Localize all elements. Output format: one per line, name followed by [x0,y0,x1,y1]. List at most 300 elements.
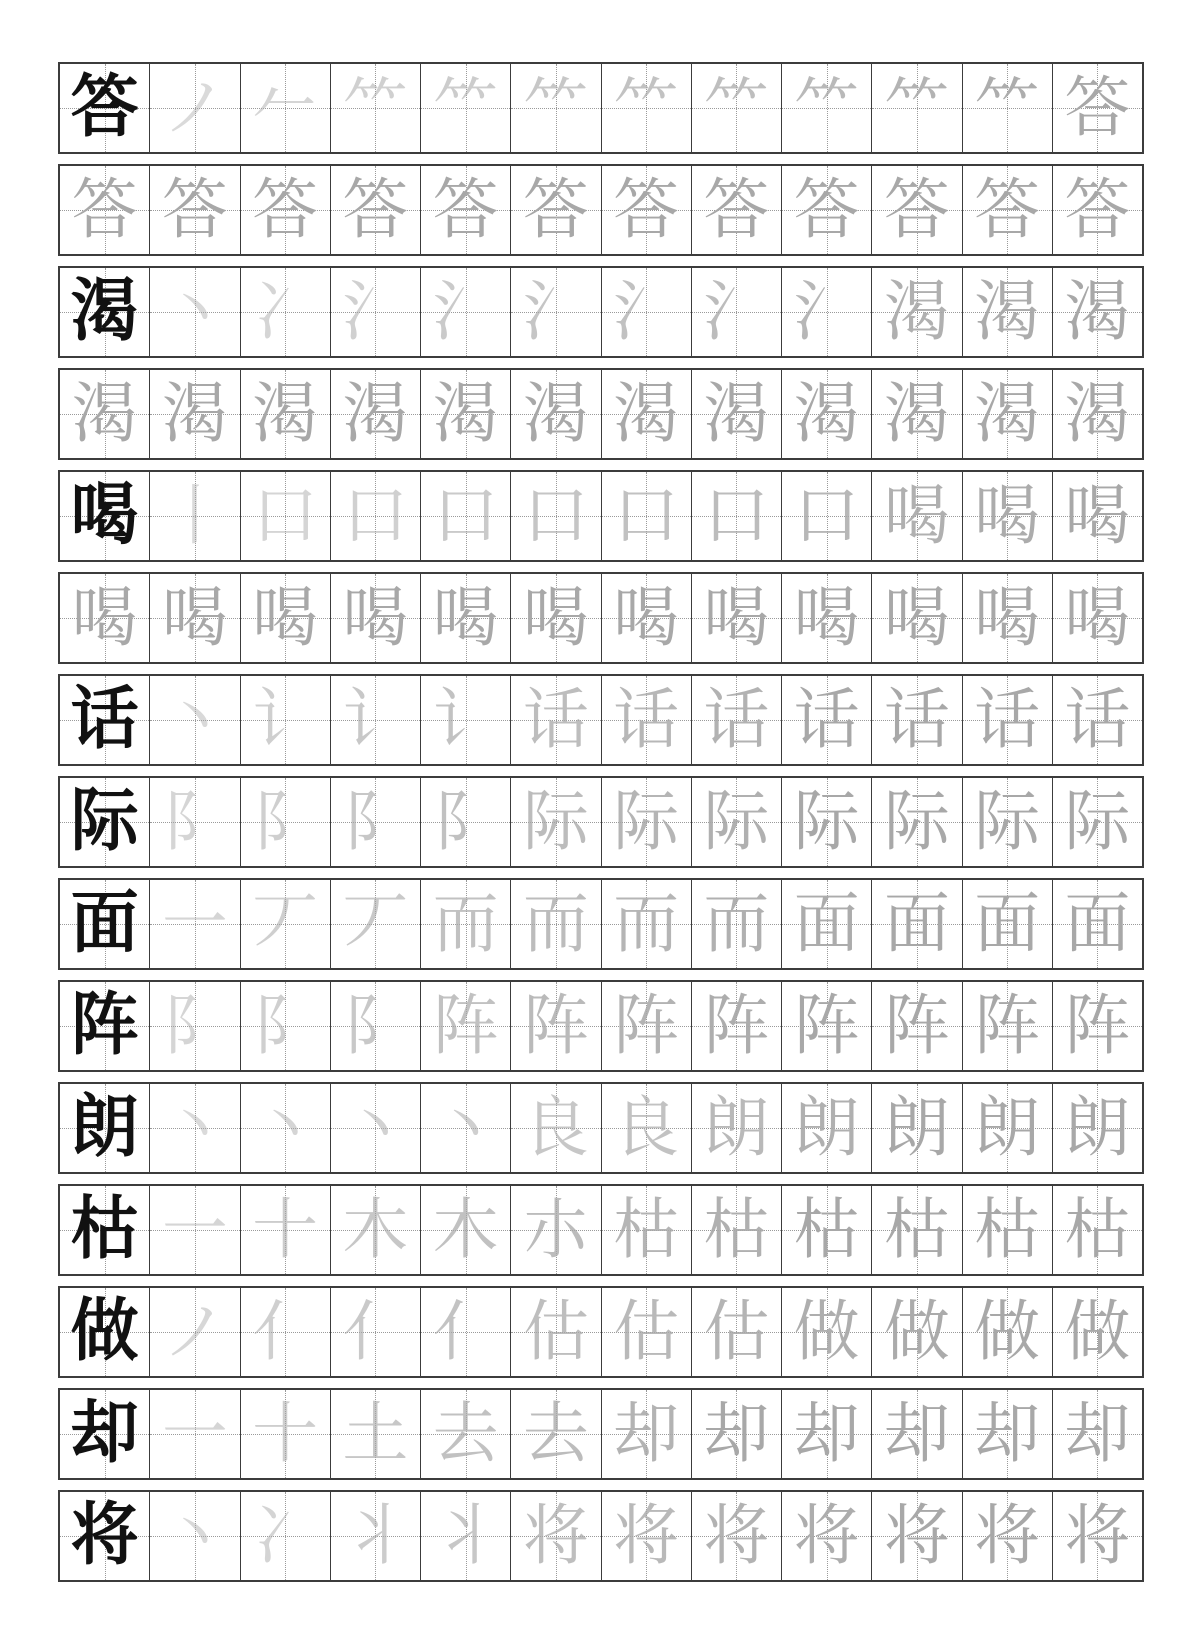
trace-practice-cell[interactable] [241,574,331,662]
stroke-order-cell[interactable] [872,472,962,560]
stroke-order-cell[interactable] [692,1084,782,1172]
stroke-order-cell[interactable] [963,64,1053,152]
stroke-step-glyph: 口 [793,477,860,554]
trace-practice-cell[interactable] [602,574,692,662]
trace-practice-cell[interactable] [782,166,872,254]
trace-glyph: 答 [161,171,228,248]
stroke-order-cell[interactable] [782,982,872,1070]
model-character-cell [60,1084,150,1172]
stroke-order-cell[interactable] [511,64,601,152]
stroke-order-cell[interactable] [692,1288,782,1376]
stroke-order-cell[interactable] [511,676,601,764]
stroke-order-cell[interactable] [782,1492,872,1580]
practice-row [58,776,1144,868]
stroke-step-glyph: 话 [883,681,950,758]
stroke-order-cell[interactable] [421,1390,511,1478]
stroke-order-cell[interactable] [331,1084,421,1172]
stroke-order-cell[interactable] [421,1186,511,1274]
stroke-order-cell[interactable] [421,1084,511,1172]
stroke-step-glyph: 枯 [974,1191,1041,1268]
stroke-step-glyph: 亻 [342,1293,409,1370]
stroke-order-cell[interactable] [872,1390,962,1478]
stroke-order-cell[interactable] [331,880,421,968]
stroke-step-glyph: 枯 [1064,1191,1131,1268]
practice-row [58,1082,1144,1174]
stroke-step-glyph: 阵 [974,987,1041,1064]
stroke-step-glyph: ノ [161,69,228,146]
stroke-step-glyph: 却 [703,1395,770,1472]
trace-practice-cell[interactable] [150,166,240,254]
stroke-order-cell[interactable] [421,880,511,968]
stroke-order-cell[interactable] [872,64,962,152]
stroke-order-cell[interactable] [782,1288,872,1376]
stroke-order-cell[interactable] [421,1288,511,1376]
stroke-order-cell[interactable] [963,1288,1053,1376]
stroke-order-cell[interactable] [963,676,1053,764]
stroke-step-glyph: 面 [793,885,860,962]
stroke-order-cell[interactable] [511,1390,601,1478]
stroke-order-cell[interactable] [602,64,692,152]
stroke-step-glyph: 口 [342,477,409,554]
stroke-step-glyph: 渴 [974,273,1041,350]
stroke-order-cell[interactable] [963,1186,1053,1274]
stroke-order-cell[interactable] [963,982,1053,1070]
trace-glyph: 喝 [793,579,860,656]
trace-practice-cell[interactable] [511,370,601,458]
stroke-order-cell[interactable] [782,268,872,356]
stroke-step-glyph: 阝 [161,783,228,860]
stroke-order-cell[interactable] [782,880,872,968]
stroke-order-cell[interactable] [331,676,421,764]
stroke-order-cell[interactable] [602,268,692,356]
stroke-order-cell[interactable] [782,1186,872,1274]
stroke-step-glyph: 估 [613,1293,680,1370]
stroke-step-glyph: 讠 [252,681,319,758]
stroke-step-glyph: 渴 [883,273,950,350]
stroke-order-cell[interactable] [872,1288,962,1376]
trace-glyph: 渴 [342,375,409,452]
trace-glyph: 渴 [522,375,589,452]
stroke-order-cell[interactable] [241,880,331,968]
model-character: 答 [70,68,139,147]
stroke-order-cell[interactable] [241,676,331,764]
stroke-step-glyph: 朗 [883,1089,950,1166]
stroke-order-cell[interactable] [963,778,1053,866]
stroke-order-cell[interactable] [1053,1390,1142,1478]
stroke-order-cell[interactable] [602,1492,692,1580]
trace-practice-cell[interactable] [782,370,872,458]
trace-glyph: 渴 [793,375,860,452]
stroke-step-glyph: 将 [1064,1497,1131,1574]
stroke-step-glyph: 十 [252,1395,319,1472]
stroke-order-cell[interactable] [511,1492,601,1580]
trace-glyph: 答 [883,171,950,248]
stroke-order-cell[interactable] [602,676,692,764]
model-character: 阵 [70,986,139,1065]
trace-glyph: 喝 [522,579,589,656]
stroke-order-cell[interactable] [241,1390,331,1478]
trace-glyph: 喝 [432,579,499,656]
stroke-order-cell[interactable] [692,676,782,764]
stroke-step-glyph: 朩 [522,1191,589,1268]
stroke-order-cell[interactable] [602,472,692,560]
trace-practice-cell[interactable] [60,370,150,458]
stroke-order-cell[interactable] [511,778,601,866]
trace-glyph: 答 [522,171,589,248]
stroke-step-glyph: 丶 [161,1497,228,1574]
stroke-step-glyph: 一 [161,885,228,962]
stroke-order-cell[interactable] [872,1186,962,1274]
stroke-order-cell[interactable] [692,1186,782,1274]
stroke-step-glyph: ⺮ [793,69,860,146]
stroke-step-glyph: 却 [974,1395,1041,1472]
stroke-order-cell[interactable] [1053,880,1142,968]
stroke-step-glyph: 际 [613,783,680,860]
stroke-order-cell[interactable] [241,1084,331,1172]
stroke-order-cell[interactable] [963,1084,1053,1172]
stroke-order-cell[interactable] [421,676,511,764]
stroke-step-glyph: 冫 [252,1497,319,1574]
stroke-order-cell[interactable] [872,676,962,764]
stroke-order-cell[interactable] [241,472,331,560]
stroke-order-cell[interactable] [331,778,421,866]
stroke-step-glyph: 一 [161,1395,228,1472]
stroke-step-glyph: ⺮ [703,69,770,146]
stroke-step-glyph: ノ [161,1293,228,1370]
stroke-order-cell[interactable] [692,982,782,1070]
stroke-order-cell[interactable] [331,268,421,356]
model-character: 却 [70,1394,139,1473]
stroke-order-cell[interactable] [602,880,692,968]
trace-practice-cell[interactable] [963,574,1053,662]
trace-glyph: 喝 [1064,579,1131,656]
stroke-order-cell[interactable] [421,472,511,560]
trace-practice-cell[interactable] [872,370,962,458]
stroke-order-cell[interactable] [421,778,511,866]
stroke-step-glyph: 枯 [883,1191,950,1268]
trace-practice-cell[interactable] [1053,574,1142,662]
stroke-step-glyph: 话 [793,681,860,758]
stroke-order-cell[interactable] [150,1186,240,1274]
stroke-order-cell[interactable] [872,880,962,968]
stroke-order-cell[interactable] [511,268,601,356]
stroke-order-cell[interactable] [150,1492,240,1580]
stroke-step-glyph: 面 [1064,885,1131,962]
stroke-step-glyph: 话 [703,681,770,758]
stroke-order-cell[interactable] [331,64,421,152]
trace-practice-cell[interactable] [692,370,782,458]
stroke-order-cell[interactable] [1053,1492,1142,1580]
stroke-order-cell[interactable] [963,268,1053,356]
stroke-order-cell[interactable] [241,64,331,152]
trace-glyph: 喝 [71,579,138,656]
stroke-step-glyph: 阵 [613,987,680,1064]
stroke-step-glyph: 朗 [793,1089,860,1166]
stroke-step-glyph: 际 [883,783,950,860]
trace-practice-cell[interactable] [692,574,782,662]
trace-practice-cell[interactable] [331,166,421,254]
stroke-order-cell[interactable] [241,1288,331,1376]
stroke-order-cell[interactable] [241,778,331,866]
stroke-step-glyph: 阵 [793,987,860,1064]
model-character-cell [60,880,150,968]
trace-practice-cell[interactable] [421,166,511,254]
stroke-order-cell[interactable] [872,268,962,356]
trace-practice-cell[interactable] [511,166,601,254]
stroke-order-cell[interactable] [602,778,692,866]
model-character: 话 [70,680,139,759]
stroke-step-glyph: 喝 [974,477,1041,554]
stroke-step-glyph: 口 [613,477,680,554]
stroke-order-cell[interactable] [1053,1186,1142,1274]
trace-practice-cell[interactable] [963,370,1053,458]
stroke-step-glyph: 将 [703,1497,770,1574]
stroke-order-cell[interactable] [331,982,421,1070]
stroke-order-cell[interactable] [331,1492,421,1580]
stroke-order-cell[interactable] [602,1186,692,1274]
model-character-cell [60,1390,150,1478]
trace-practice-cell[interactable] [60,166,150,254]
model-character: 朗 [70,1088,139,1167]
stroke-order-cell[interactable] [150,880,240,968]
stroke-step-glyph: 氵 [793,273,860,350]
stroke-order-cell[interactable] [963,1492,1053,1580]
stroke-order-cell[interactable] [963,472,1053,560]
stroke-step-glyph: 亻 [252,1293,319,1370]
stroke-order-cell[interactable] [692,1390,782,1478]
stroke-order-cell[interactable] [963,1390,1053,1478]
stroke-order-cell[interactable] [331,1288,421,1376]
stroke-step-glyph: 喝 [883,477,950,554]
stroke-step-glyph: 而 [703,885,770,962]
stroke-order-cell[interactable] [872,778,962,866]
stroke-step-glyph: 丬 [432,1497,499,1574]
stroke-step-glyph: 话 [1064,681,1131,758]
stroke-step-glyph: 冫 [252,273,319,350]
trace-practice-cell[interactable] [60,574,150,662]
stroke-step-glyph: 丶 [342,1089,409,1166]
trace-practice-cell[interactable] [782,574,872,662]
stroke-step-glyph: 将 [522,1497,589,1574]
stroke-order-cell[interactable] [1053,1084,1142,1172]
stroke-order-cell[interactable] [241,982,331,1070]
stroke-step-glyph: 口 [252,477,319,554]
stroke-step-glyph: 阵 [522,987,589,1064]
stroke-step-glyph: 丨 [161,477,228,554]
stroke-order-cell[interactable] [511,880,601,968]
stroke-order-cell[interactable] [782,64,872,152]
practice-row [58,1490,1144,1582]
stroke-order-cell[interactable] [1053,64,1142,152]
stroke-order-cell[interactable] [150,676,240,764]
trace-practice-cell[interactable] [872,574,962,662]
stroke-step-glyph: 口 [432,477,499,554]
stroke-order-cell[interactable] [872,1084,962,1172]
stroke-step-glyph: 阝 [252,987,319,1064]
stroke-order-cell[interactable] [150,1288,240,1376]
stroke-step-glyph: ⺮ [432,69,499,146]
stroke-order-cell[interactable] [421,982,511,1070]
trace-practice-cell[interactable] [872,166,962,254]
stroke-step-glyph: 𠂉 [252,69,319,146]
trace-glyph: 渴 [252,375,319,452]
stroke-order-cell[interactable] [692,472,782,560]
practice-row [58,674,1144,766]
trace-practice-cell[interactable] [602,166,692,254]
stroke-step-glyph: 喝 [1064,477,1131,554]
trace-practice-cell[interactable] [331,370,421,458]
trace-glyph: 喝 [613,579,680,656]
stroke-order-cell[interactable] [602,1288,692,1376]
trace-practice-cell[interactable] [511,574,601,662]
stroke-order-cell[interactable] [150,64,240,152]
stroke-order-cell[interactable] [782,1084,872,1172]
trace-practice-cell[interactable] [963,166,1053,254]
stroke-step-glyph: 氵 [703,273,770,350]
stroke-order-cell[interactable] [692,880,782,968]
stroke-step-glyph: 朗 [1064,1089,1131,1166]
stroke-order-cell[interactable] [782,1390,872,1478]
stroke-order-cell[interactable] [150,1084,240,1172]
stroke-step-glyph: 土 [342,1395,409,1472]
trace-glyph: 答 [793,171,860,248]
stroke-order-cell[interactable] [1053,982,1142,1070]
practice-row [58,164,1144,256]
stroke-order-cell[interactable] [872,1492,962,1580]
stroke-step-glyph: 际 [974,783,1041,860]
stroke-step-glyph: 良 [613,1089,680,1166]
stroke-order-cell[interactable] [692,778,782,866]
stroke-step-glyph: 阵 [883,987,950,1064]
stroke-order-cell[interactable] [241,1186,331,1274]
stroke-step-glyph: 丶 [252,1089,319,1166]
model-character-cell [60,1288,150,1376]
stroke-step-glyph: 话 [522,681,589,758]
stroke-order-cell[interactable] [692,1492,782,1580]
stroke-step-glyph: 口 [703,477,770,554]
trace-glyph: 答 [432,171,499,248]
trace-glyph: 答 [613,171,680,248]
stroke-order-cell[interactable] [150,268,240,356]
practice-row [58,1184,1144,1276]
stroke-order-cell[interactable] [150,982,240,1070]
stroke-order-cell[interactable] [1053,472,1142,560]
stroke-step-glyph: 丶 [161,273,228,350]
trace-glyph: 答 [1064,171,1131,248]
stroke-order-cell[interactable] [602,1084,692,1172]
stroke-order-cell[interactable] [150,778,240,866]
trace-practice-cell[interactable] [241,166,331,254]
stroke-order-cell[interactable] [511,1186,601,1274]
stroke-order-cell[interactable] [511,472,601,560]
stroke-step-glyph: 枯 [613,1191,680,1268]
trace-glyph: 喝 [703,579,770,656]
stroke-step-glyph: 做 [1064,1293,1131,1370]
stroke-step-glyph: 十 [252,1191,319,1268]
stroke-order-cell[interactable] [421,64,511,152]
model-character-cell [60,472,150,560]
trace-practice-cell[interactable] [150,574,240,662]
stroke-order-cell[interactable] [692,64,782,152]
model-character: 面 [70,884,139,963]
model-character: 做 [70,1292,139,1371]
trace-practice-cell[interactable] [692,166,782,254]
trace-practice-cell[interactable] [421,574,511,662]
worksheet-grid [58,62,1144,1592]
stroke-order-cell[interactable] [421,1492,511,1580]
stroke-step-glyph: 阵 [432,987,499,1064]
trace-practice-cell[interactable] [331,574,421,662]
stroke-step-glyph: 而 [613,885,680,962]
stroke-order-cell[interactable] [421,268,511,356]
stroke-order-cell[interactable] [331,1186,421,1274]
stroke-order-cell[interactable] [241,1492,331,1580]
stroke-order-cell[interactable] [1053,778,1142,866]
stroke-step-glyph: 面 [883,885,950,962]
stroke-order-cell[interactable] [331,472,421,560]
trace-glyph: 答 [703,171,770,248]
practice-row [58,470,1144,562]
stroke-step-glyph: 做 [793,1293,860,1370]
stroke-step-glyph: 木 [342,1191,409,1268]
stroke-order-cell[interactable] [1053,268,1142,356]
stroke-order-cell[interactable] [963,880,1053,968]
stroke-order-cell[interactable] [1053,676,1142,764]
stroke-order-cell[interactable] [782,472,872,560]
model-character: 将 [70,1496,139,1575]
stroke-order-cell[interactable] [511,1084,601,1172]
stroke-order-cell[interactable] [1053,1288,1142,1376]
stroke-step-glyph: 氵 [522,273,589,350]
stroke-order-cell[interactable] [692,268,782,356]
trace-practice-cell[interactable] [1053,166,1142,254]
stroke-order-cell[interactable] [872,982,962,1070]
stroke-order-cell[interactable] [150,1390,240,1478]
trace-practice-cell[interactable] [241,370,331,458]
stroke-order-cell[interactable] [782,778,872,866]
stroke-step-glyph: 际 [703,783,770,860]
model-character-cell [60,64,150,152]
stroke-step-glyph: 氵 [432,273,499,350]
stroke-order-cell[interactable] [150,472,240,560]
trace-practice-cell[interactable] [1053,370,1142,458]
stroke-order-cell[interactable] [602,1390,692,1478]
model-character-cell [60,676,150,764]
trace-glyph: 渴 [71,375,138,452]
stroke-step-glyph: 朗 [703,1089,770,1166]
stroke-step-glyph: 渴 [1064,273,1131,350]
model-character: 喝 [70,476,139,555]
stroke-step-glyph: 口 [522,477,589,554]
practice-row [58,1388,1144,1480]
stroke-step-glyph: 将 [613,1497,680,1574]
stroke-order-cell[interactable] [782,676,872,764]
stroke-step-glyph: 阵 [1064,987,1131,1064]
stroke-order-cell[interactable] [511,1288,601,1376]
stroke-order-cell[interactable] [331,1390,421,1478]
stroke-order-cell[interactable] [602,982,692,1070]
trace-practice-cell[interactable] [150,370,240,458]
trace-glyph: 答 [252,171,319,248]
stroke-step-glyph: 氵 [613,273,680,350]
stroke-step-glyph: 阝 [342,987,409,1064]
trace-practice-cell[interactable] [602,370,692,458]
stroke-order-cell[interactable] [511,982,601,1070]
model-character-cell [60,268,150,356]
trace-practice-cell[interactable] [421,370,511,458]
trace-glyph: 答 [71,171,138,248]
stroke-order-cell[interactable] [241,268,331,356]
